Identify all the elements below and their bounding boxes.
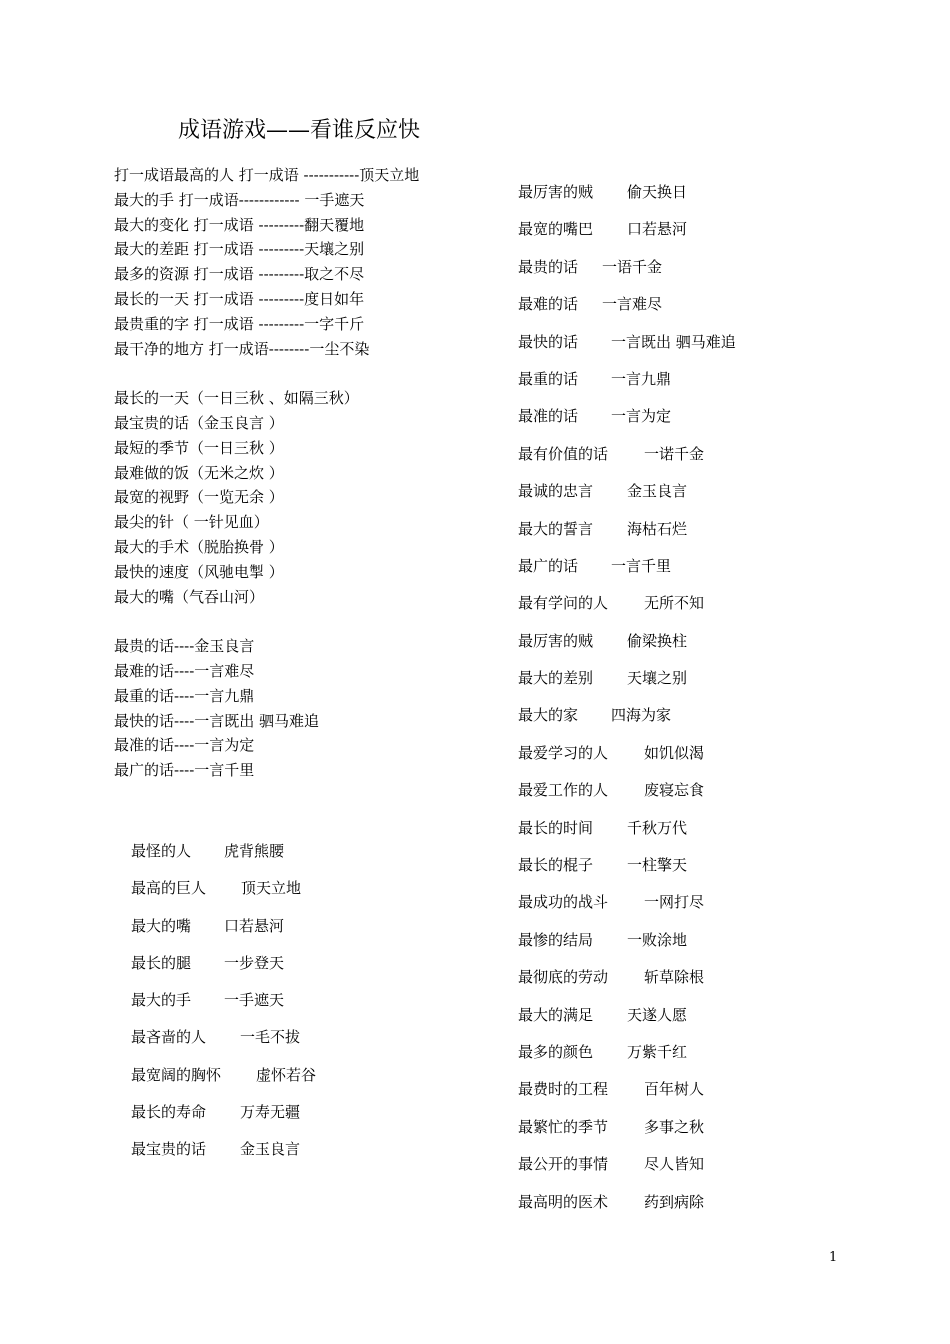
riddle-answer: 天壤之别 <box>627 669 688 688</box>
riddle-row <box>518 1112 736 1149</box>
riddle-row <box>518 663 736 700</box>
riddle-row <box>518 775 736 812</box>
riddle-row <box>518 626 736 663</box>
riddle-answer: 口若悬河 <box>224 916 285 935</box>
riddle-line: 最大的嘴（气吞山河） <box>114 587 265 606</box>
riddle-answer: 废寝忘食 <box>644 781 705 800</box>
riddle-question: 最广的话 <box>518 556 579 575</box>
riddle-line: 最广的话----一言千里 <box>114 761 255 780</box>
riddle-line: 最长的一天（一日三秋 、如隔三秋） <box>114 389 359 408</box>
riddle-answer: 偷天换日 <box>627 183 688 201</box>
riddle-row <box>518 738 736 775</box>
riddle-answer: 一言千里 <box>611 556 672 575</box>
riddle-question: 最长的腿 <box>131 953 192 972</box>
riddle-question: 最吝啬的人 <box>131 1028 207 1047</box>
riddle-row <box>518 252 736 289</box>
riddle-row <box>518 1149 736 1186</box>
riddle-line: 最贵重的字 打一成语 ---------一字千斤 <box>114 314 365 333</box>
riddle-block-1 <box>114 188 464 362</box>
riddle-question: 最长的棍子 <box>518 856 594 875</box>
riddle-answer: 百年树人 <box>644 1080 705 1099</box>
riddle-line: 最宽的视野（一览无余 ） <box>114 488 284 507</box>
riddle-question: 最惨的结局 <box>518 930 594 949</box>
riddle-answer: 金玉良言 <box>627 482 688 501</box>
riddle-answer: 一言九鼎 <box>611 369 672 388</box>
riddle-answer: 一言为定 <box>611 407 672 426</box>
riddle-question: 最厉害的贼 <box>518 631 594 650</box>
riddle-row <box>518 700 736 737</box>
riddle-question: 最爱工作的人 <box>518 781 609 800</box>
riddle-answer: 金玉良言 <box>240 1140 301 1159</box>
riddle-row <box>518 1187 736 1224</box>
riddle-answer: 千秋万代 <box>627 818 688 837</box>
riddle-question: 最高明的医术 <box>518 1192 609 1211</box>
riddle-question: 最有价值的话 <box>518 444 609 463</box>
riddle-row <box>518 813 736 850</box>
riddle-line: 最准的话----一言为定 <box>114 736 255 755</box>
riddle-row <box>518 551 736 588</box>
riddle-question: 最有学问的人 <box>518 594 609 613</box>
riddle-question: 最大的嘴 <box>131 916 192 935</box>
riddle-row <box>518 962 736 999</box>
riddle-question: 最多的颜色 <box>518 1042 594 1061</box>
riddle-answer: 顶天立地 <box>241 879 302 898</box>
riddle-line: 最快的话----一言既出 驷马难追 <box>114 711 320 730</box>
riddle-question: 最繁忙的季节 <box>518 1117 609 1136</box>
riddle-question: 最公开的事情 <box>518 1155 609 1174</box>
riddle-row <box>518 439 736 476</box>
riddle-answer: 无所不知 <box>644 594 705 613</box>
riddle-answer: 虎背熊腰 <box>224 842 285 860</box>
riddle-row <box>518 401 736 438</box>
riddle-answer: 虚怀若谷 <box>256 1065 317 1084</box>
riddle-row <box>518 925 736 962</box>
riddle-line: 最大的差距 打一成语 ---------天壤之别 <box>114 240 365 259</box>
riddle-question: 最大的誓言 <box>518 519 594 538</box>
riddle-question: 最成功的战斗 <box>518 893 609 912</box>
riddle-row <box>518 514 736 551</box>
riddle-line: 最难做的饭（无米之炊 ） <box>114 463 284 482</box>
riddle-question: 最宝贵的话 <box>131 1140 207 1159</box>
riddle-line: 最难的话----一言难尽 <box>114 661 255 680</box>
riddle-row <box>131 836 316 873</box>
riddle-question: 最大的差别 <box>518 669 594 688</box>
riddle-line: 最重的话----一言九鼎 <box>114 686 255 705</box>
riddle-question: 最宽阔的胸怀 <box>131 1065 222 1084</box>
riddle-row <box>518 214 736 251</box>
riddle-answer: 斩草除根 <box>644 968 705 987</box>
riddle-line: 最贵的话----金玉良言 <box>114 637 255 656</box>
riddle-answer: 偷梁换柱 <box>627 631 688 650</box>
riddle-question: 最彻底的劳动 <box>518 968 609 987</box>
riddle-block-3 <box>114 634 464 783</box>
riddle-row <box>518 1000 736 1037</box>
riddle-line: 最宝贵的话（金玉良言 ） <box>114 413 284 432</box>
intro-riddle: 打一成语最高的人 打一成语 -----------顶天立地 <box>114 166 420 184</box>
riddle-row <box>131 948 316 985</box>
riddle-question: 最重的话 <box>518 369 579 388</box>
riddle-row <box>131 1097 316 1134</box>
riddle-question: 最诚的忠言 <box>518 482 594 501</box>
riddle-answer: 一步登天 <box>224 953 285 972</box>
riddle-answer: 四海为家 <box>611 706 672 725</box>
riddle-question: 最准的话 <box>518 407 579 426</box>
riddle-question: 最宽的嘴巴 <box>518 220 594 239</box>
riddle-answer: 天遂人愿 <box>627 1005 688 1024</box>
riddle-answer: 一言难尽 <box>602 295 663 314</box>
riddle-row <box>131 1060 316 1097</box>
riddle-answer: 如饥似渴 <box>644 743 705 762</box>
riddle-answer: 一柱擎天 <box>627 856 688 875</box>
left-column <box>114 163 464 808</box>
riddle-row <box>518 850 736 887</box>
right-column <box>518 177 736 1224</box>
riddle-line: 最快的速度（风驰电掣 ） <box>114 562 284 581</box>
riddle-question: 最长的时间 <box>518 818 594 837</box>
riddle-question: 最怪的人 <box>131 842 192 860</box>
riddle-answer: 药到病除 <box>644 1192 705 1211</box>
riddle-row <box>518 364 736 401</box>
riddle-question: 最大的满足 <box>518 1005 594 1024</box>
page-number: 1 <box>829 1250 838 1265</box>
riddle-row <box>131 873 316 910</box>
riddle-answer: 万寿无疆 <box>240 1103 301 1122</box>
riddle-answer: 一言既出 驷马难追 <box>611 332 736 351</box>
riddle-row <box>131 911 316 948</box>
riddle-answer: 一毛不拔 <box>240 1028 301 1047</box>
riddle-answer: 尽人皆知 <box>644 1155 705 1174</box>
riddle-answer: 一诺千金 <box>644 444 705 463</box>
riddle-question: 最难的话 <box>518 295 579 314</box>
riddle-row <box>518 289 736 326</box>
riddle-answer: 一语千金 <box>602 257 663 276</box>
riddle-row <box>518 1037 736 1074</box>
riddle-question: 最大的家 <box>518 706 579 725</box>
riddle-answer: 万紫千红 <box>627 1042 688 1061</box>
riddle-row <box>131 985 316 1022</box>
riddle-line: 最大的手术（脱胎换骨 ） <box>114 537 284 556</box>
riddle-answer: 一手遮天 <box>224 991 285 1010</box>
riddle-line: 最长的一天 打一成语 ---------度日如年 <box>114 289 365 308</box>
riddle-row <box>131 1134 316 1171</box>
riddle-line: 最尖的针（ 一针见血） <box>114 513 269 532</box>
riddle-answer: 一网打尽 <box>644 893 705 912</box>
riddle-line: 最短的季节（一日三秋 ） <box>114 438 284 457</box>
riddle-question: 最贵的话 <box>518 257 579 276</box>
riddle-row <box>518 887 736 924</box>
riddle-question: 最快的话 <box>518 332 579 351</box>
riddle-line: 最干净的地方 打一成语--------一尘不染 <box>114 339 370 358</box>
riddle-question: 最高的巨人 <box>131 879 207 898</box>
riddle-question: 最爱学习的人 <box>518 743 609 762</box>
riddle-answer: 一败涂地 <box>627 930 688 949</box>
riddle-block-4 <box>131 836 316 1172</box>
riddle-line: 最多的资源 打一成语 ---------取之不尽 <box>114 265 365 284</box>
riddle-row <box>518 1074 736 1111</box>
riddle-answer: 口若悬河 <box>627 220 688 239</box>
riddle-question: 最长的寿命 <box>131 1103 207 1122</box>
riddle-answer: 多事之秋 <box>644 1117 705 1136</box>
riddle-row <box>518 327 736 364</box>
riddle-row <box>518 177 736 214</box>
riddle-answer: 海枯石烂 <box>627 519 688 538</box>
riddle-question: 最厉害的贼 <box>518 183 594 201</box>
riddle-row <box>131 1022 316 1059</box>
riddle-line: 最大的手 打一成语------------ 一手遮天 <box>114 190 365 209</box>
riddle-row <box>518 588 736 625</box>
riddle-row <box>518 476 736 513</box>
riddle-line: 最大的变化 打一成语 ---------翻天覆地 <box>114 215 365 234</box>
riddle-question: 最大的手 <box>131 991 192 1010</box>
riddle-block-2 <box>114 386 464 609</box>
riddle-question: 最费时的工程 <box>518 1080 609 1099</box>
page-title: 成语游戏——看谁反应快 <box>178 118 421 143</box>
